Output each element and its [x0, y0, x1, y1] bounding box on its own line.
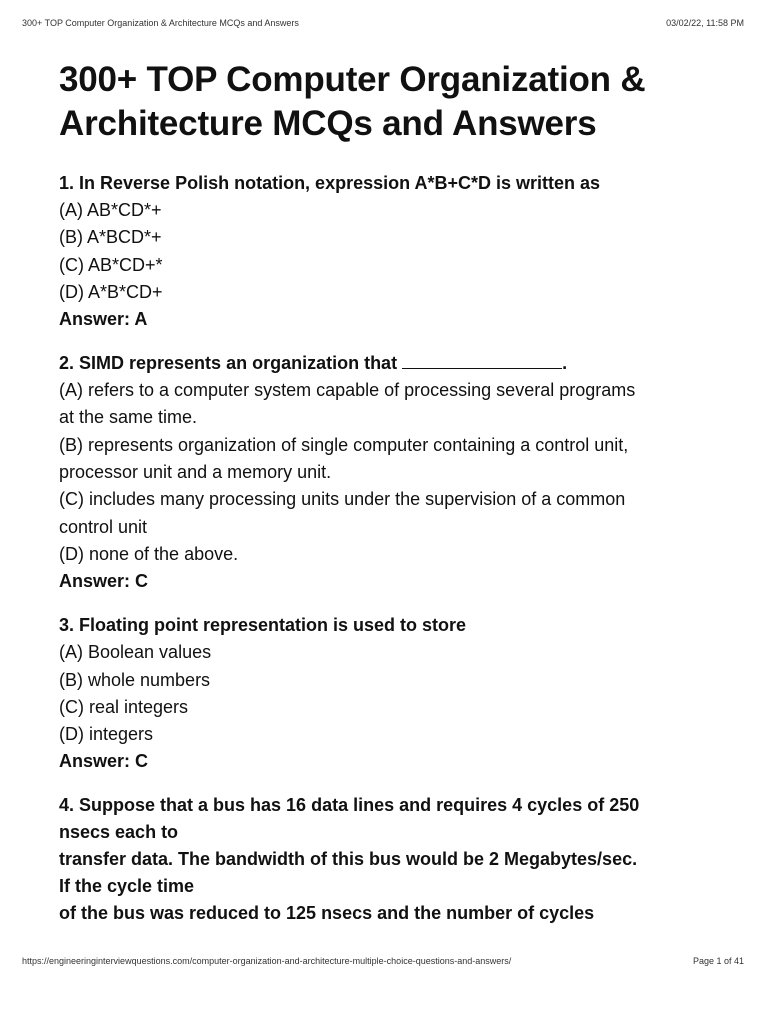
question-4-title-line-1: 4. Suppose that a bus has 16 data lines and requires 4 cycles of 250 [59, 795, 640, 816]
question-1-option-b: (B) A*BCD*+ [59, 227, 162, 248]
question-2-option-c-line-2: control unit [59, 516, 148, 537]
question-3-option-d: (D) integers [59, 724, 154, 745]
question-3-option-a: (A) Boolean values [59, 642, 212, 663]
question-2-title-text: 2. SIMD represents an organization that [59, 353, 398, 374]
question-2-title [59, 350, 719, 377]
question-2 [59, 350, 719, 595]
print-footer [22, 956, 744, 970]
question-3-option-b: (B) whole numbers [59, 669, 211, 690]
print-header [22, 18, 744, 32]
question-2-option-a-line-2: at the same time. [59, 407, 198, 428]
print-header-datetime: 03/02/22, 11:58 PM [666, 18, 744, 28]
page-title-line-1: 300+ TOP Computer Organization & [59, 60, 646, 99]
question-1 [59, 170, 719, 333]
question-1-answer: Answer: A [59, 309, 148, 330]
print-header-title: 300+ TOP Computer Organization & Architecture MCQs and Answers [22, 18, 299, 28]
question-2-answer: Answer: C [59, 571, 149, 592]
print-footer-page-number: Page 1 of 41 [692, 956, 744, 966]
question-3 [59, 612, 719, 775]
page-title-line-2: Architecture MCQs and Answers [59, 104, 597, 143]
question-1-option-a: (A) AB*CD*+ [59, 200, 162, 220]
question-4 [59, 792, 719, 927]
question-1-option-c: (C) AB*CD+* [59, 254, 163, 275]
page-title [59, 58, 719, 146]
question-1-option-d: (D) A*B*CD+ [59, 281, 163, 302]
question-2-option-c-line-1: (C) includes many processing units under the supervision of a common [59, 489, 626, 510]
question-2-option-d: (D) none of the above. [59, 543, 239, 564]
question-1-title: 1. In Reverse Polish notation, expression A*B+C*D is written as [59, 173, 600, 193]
question-2-option-a-line-1: (A) refers to a computer system capable of processing several programs [59, 380, 636, 401]
question-3-option-c: (C) real integers [59, 696, 189, 717]
print-footer-url: https://engineeringinterviewquestions.com/computer-organization-and-architecture-multiple-choice-questions-and-answers/ [22, 956, 512, 966]
question-4-title-line-4: If the cycle time [59, 876, 195, 897]
document-content [59, 58, 719, 944]
question-4-title-line-2: nsecs each to [59, 822, 179, 843]
question-2-option-b-line-2: processor unit and a memory unit. [59, 462, 332, 483]
question-4-title-line-5: of the bus was reduced to 125 nsecs and the number of cycles [59, 903, 595, 924]
fill-in-blank [402, 352, 562, 369]
question-3-title: 3. Floating point representation is used to store [59, 615, 467, 636]
question-3-answer: Answer: C [59, 751, 149, 772]
question-2-option-b-line-1: (B) represents organization of single computer containing a control unit, [59, 434, 629, 455]
question-2-title-period: . [562, 353, 568, 374]
question-4-title-line-3: transfer data. The bandwidth of this bus would be 2 Megabytes/sec. [59, 849, 638, 870]
